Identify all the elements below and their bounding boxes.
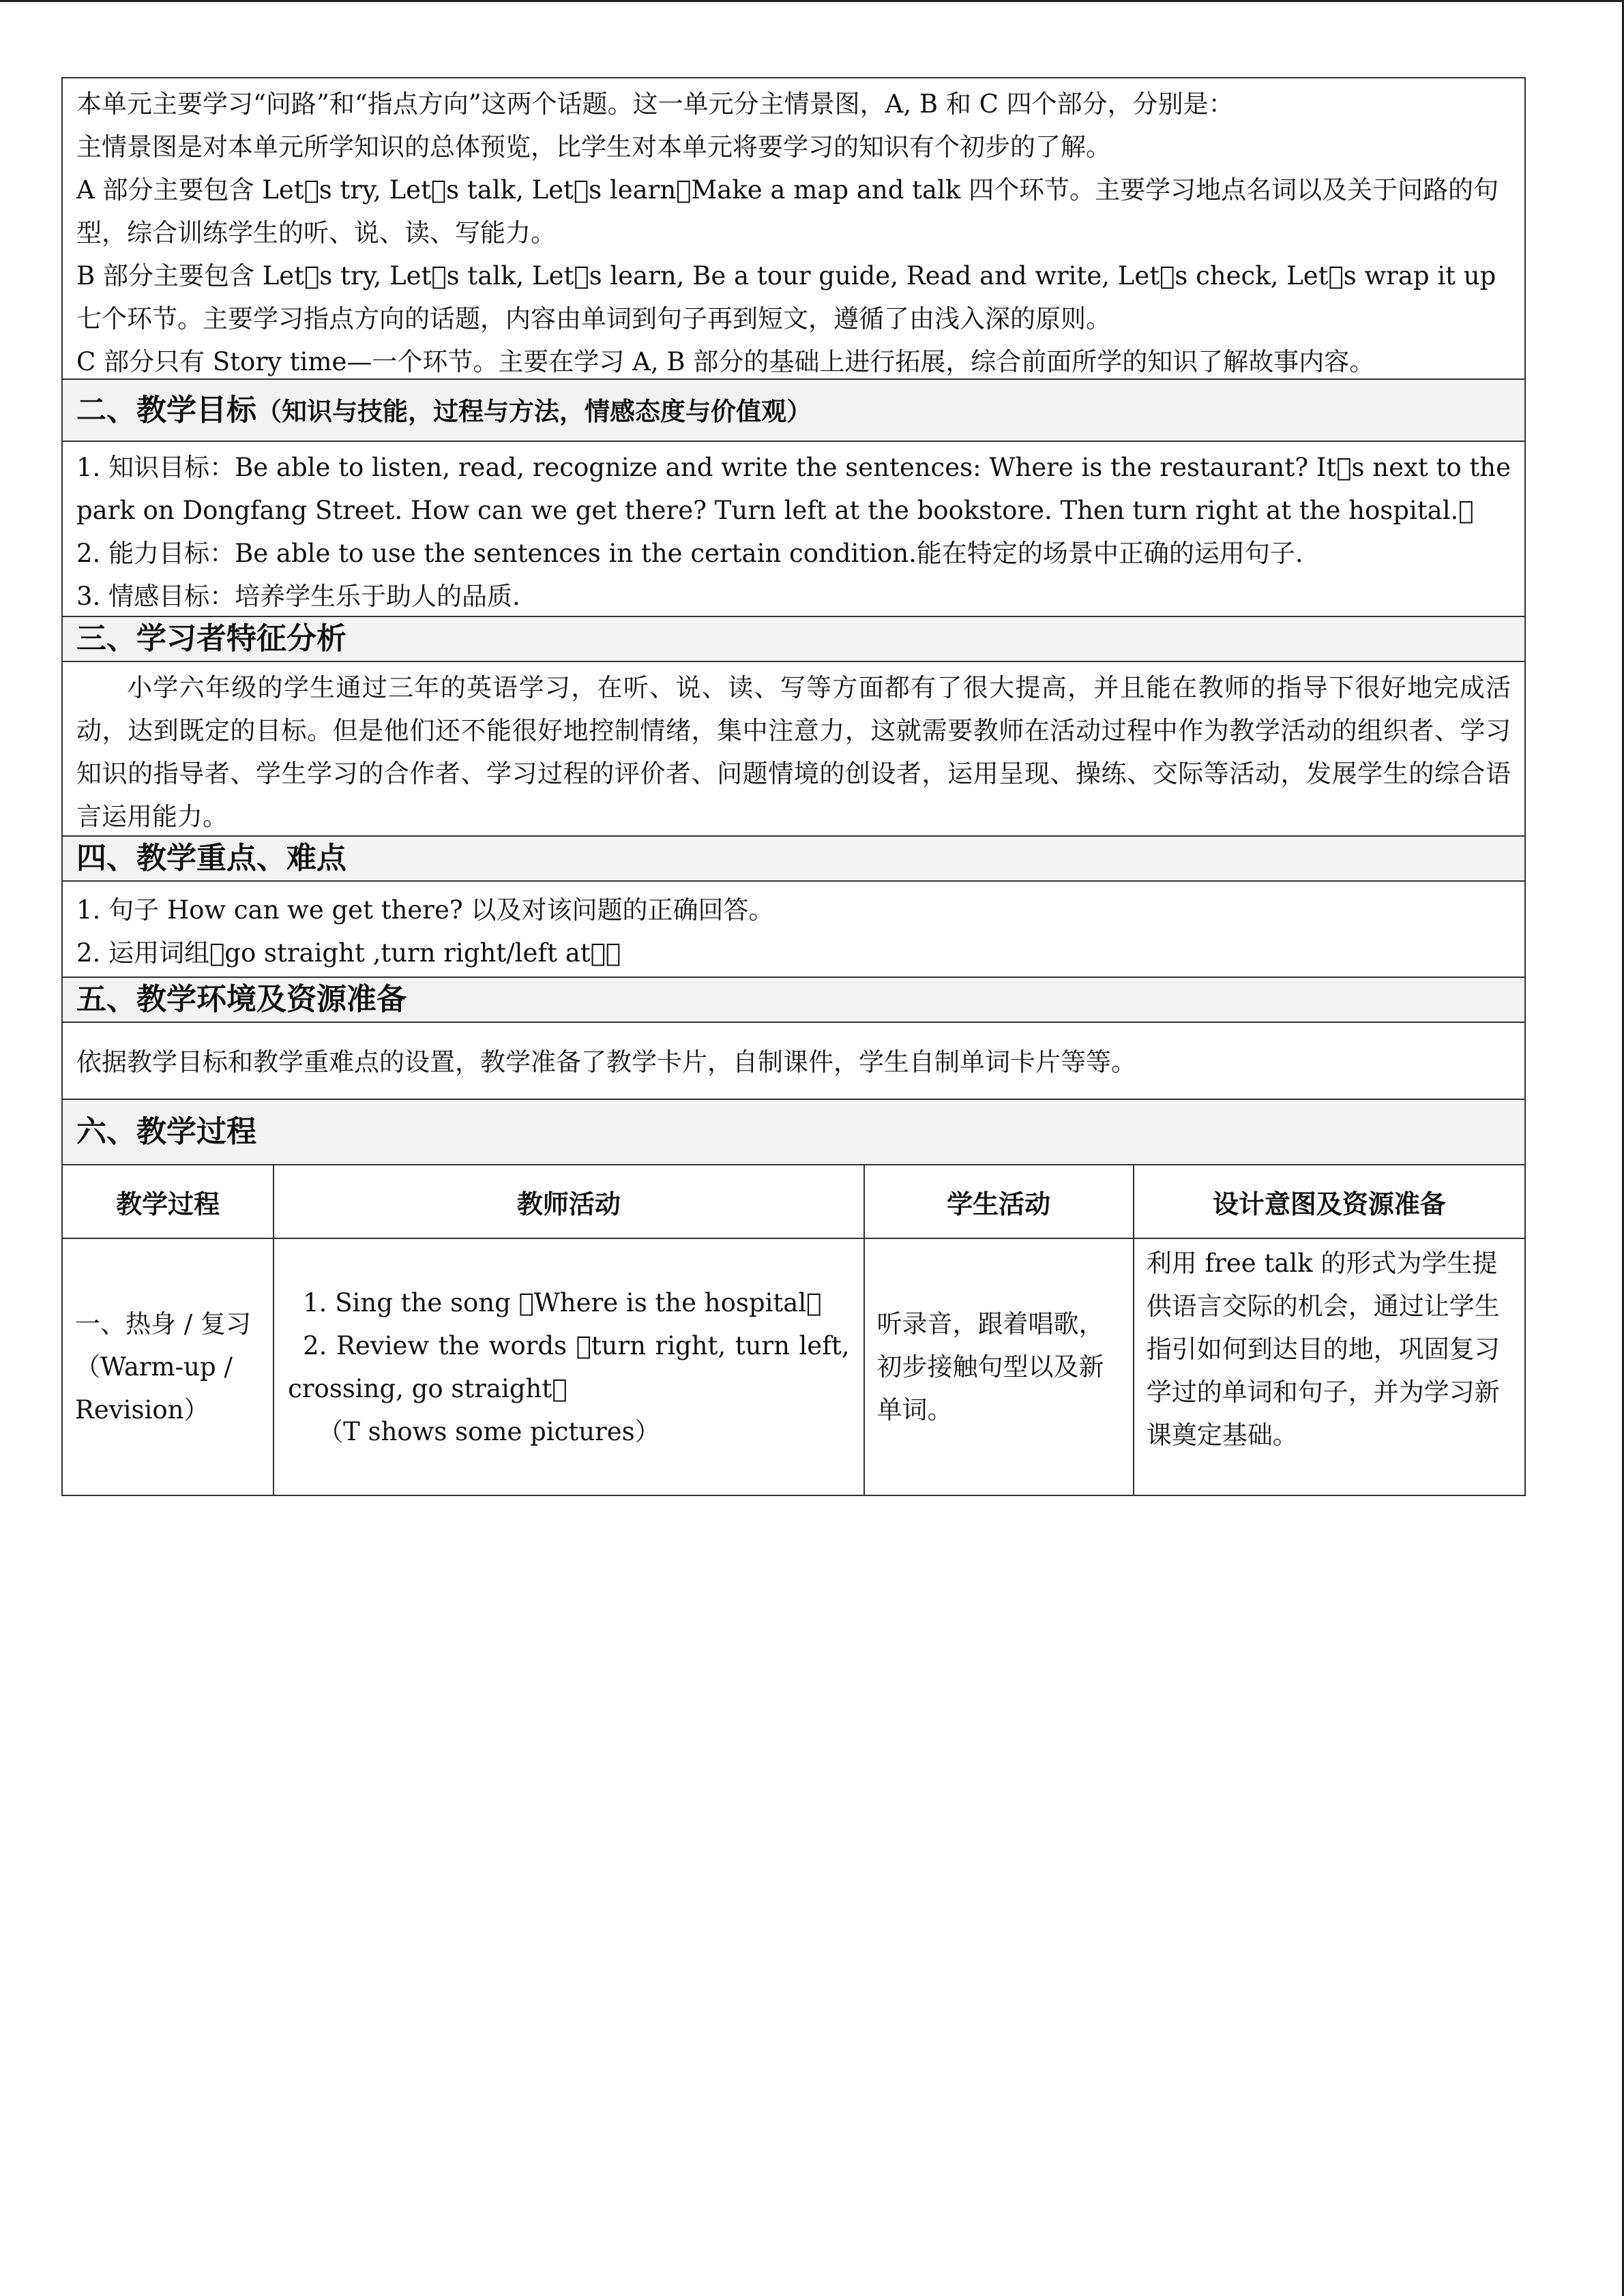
section-heading-learners: [63, 617, 1524, 662]
student-activity-cell: 听录音，跟着唱歌，初步接触句型以及新单词。: [864, 1238, 1134, 1495]
objective-ability: 2. 能力目标：Be able to use the sentences in the certain condition.能在特定的场景中正确的运用句子.: [76, 539, 1303, 568]
objectives-section: [63, 442, 1524, 617]
objective-knowledge: 1. 知识目标：Be able to listen, read, recognize and write the sentences: Where is the restaurant? It s next to the park on Dongfang Street. How can we get there? Turn left at the bookstore. Then turn right at the hospital. : [76, 453, 1511, 525]
objectives-title: 二、教学目标: [76, 393, 256, 428]
learners-title: 三、学习者特征分析: [76, 621, 346, 656]
overview-line-2: 主情景图是对本单元所学知识的总体预览，比学生对本单元将要学习的知识有个初步的了解。: [76, 132, 1111, 162]
process-table: [63, 1165, 1524, 1495]
page-top-edge: [0, 0, 1624, 2]
objectives-subtitle: （知识与技能，过程与方法，情感态度与价值观）: [256, 396, 812, 426]
overview-line-1: 本单元主要学习“问路”和“指点方向”这两个话题。这一单元分主情景图，A, B 和 C 四个部分，分别是：: [76, 89, 1234, 119]
teacher-activity-cell: [274, 1238, 863, 1495]
header-student-activity: 学生活动: [864, 1165, 1134, 1238]
learners-section: [63, 662, 1524, 837]
stage-cell: 一、热身 / 复习（Warm-up / Revision）: [63, 1238, 274, 1495]
table-row: [63, 1238, 1524, 1495]
section-heading-objectives: [63, 380, 1524, 442]
resources-title: 五、教学环境及资源准备: [76, 982, 407, 1017]
resources-section: [63, 1023, 1524, 1100]
objective-emotion: 3. 情感目标：培养学生乐于助人的品质.: [76, 582, 520, 611]
section-heading-key-points: [63, 837, 1524, 882]
key-point-1: 1. 句子 How can we get there? 以及对该问题的正确回答。: [76, 895, 774, 925]
section-heading-resources: [63, 978, 1524, 1023]
process-title: 六、教学过程: [76, 1114, 256, 1149]
key-point-2: 2. 运用词组 go straight ,turn right/left at  : [76, 938, 621, 968]
teacher-step-note: （T shows some pictures）: [318, 1416, 660, 1446]
process-header-row: [63, 1165, 1524, 1238]
overview-line-b: B 部分主要包含 Let s try, Let s talk, Let s learn, Be a tour guide, Read and write, Let s check, Let s wrap it up 七个环节。主要学习指点方向的话题，内容由单词到句子再到短文，遵循了由浅入深的原则。: [76, 261, 1496, 333]
unit-overview-section: [63, 78, 1524, 380]
lesson-plan-table: [61, 77, 1526, 1496]
design-intent-cell: 利用 free talk 的形式为学生提供语言交际的机会，通过让学生指引如何到达目的地，巩固复习学过的单词和句子，并为学习新课奠定基础。: [1146, 1249, 1500, 1450]
teacher-step-1: 1. Sing the song  Where is the hospital : [303, 1287, 822, 1317]
overview-line-c: C 部分只有 Story time—一个环节。主要在学习 A, B 部分的基础上进行拓展，综合前面所学的知识了解故事内容。: [76, 347, 1375, 376]
header-teacher-activity: 教师活动: [274, 1165, 863, 1238]
header-design-intent: 设计意图及资源准备: [1134, 1165, 1524, 1238]
learners-body: 小学六年级的学生通过三年的英语学习，在听、说、读、写等方面都有了很大提高，并且能在教师的指导下很好地完成活动，达到既定的目标。但是他们还不能很好地控制情绪，集中注意力，这就需要教师在活动过程中作为教学活动的组织者、学习知识的指导者、学生学习的合作者、学习过程的评价者、问题情境的创设者，运用呈现、操练、交际等活动，发展学生的综合语言运用能力。: [76, 673, 1511, 831]
header-stage: 教学过程: [63, 1165, 274, 1238]
teacher-step-2: 2. Review the words  turn right, turn left, crossing, go straight : [288, 1330, 850, 1403]
resources-body: 依据教学目标和教学重难点的设置，教学准备了教学卡片，自制课件，学生自制单词卡片等等。: [76, 1047, 1136, 1077]
section-heading-process: [63, 1100, 1524, 1165]
key-points-title: 四、教学重点、难点: [76, 841, 346, 876]
overview-line-a: A 部分主要包含 Let s try, Let s talk, Let s learn，Make a map and talk 四个环节。主要学习地点名词以及关于问路的句型，综合训练学生的听、说、读、写能力。: [76, 175, 1499, 248]
key-points-section: [63, 882, 1524, 978]
